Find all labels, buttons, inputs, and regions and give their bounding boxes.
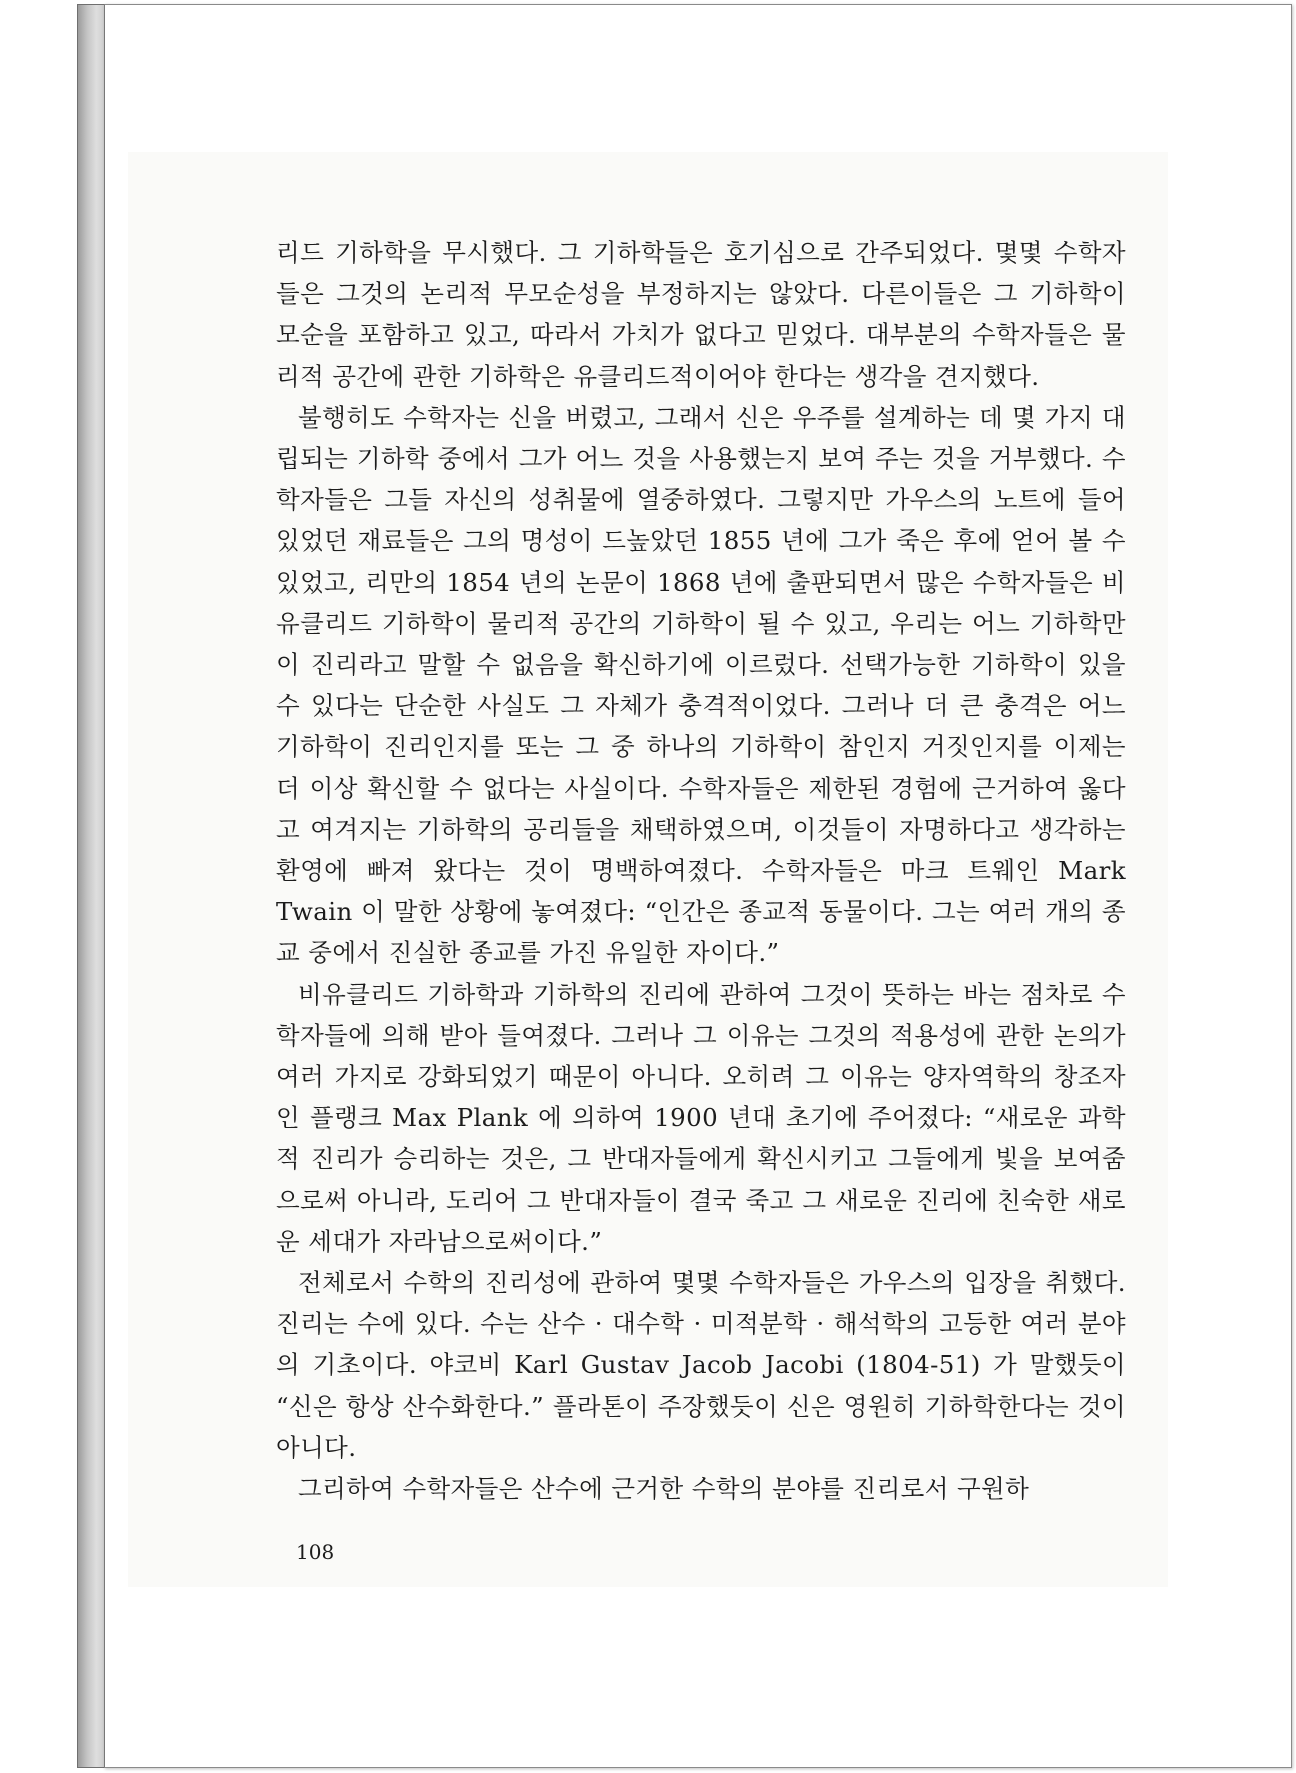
book-spine bbox=[77, 4, 105, 1768]
paragraph-3: 비유클리드 기하학과 기하학의 진리에 관하여 그것이 뜻하는 바는 점차로 수학자들에 의해 받아 들여졌다. 그러나 그 이유는 그것의 적용성에 관한 논의가 여러 가지로 강화되었기 때문이 아니다. 오히려 그 이유는 양자역학의 창조자인 플랭크 Max Plank 에 의하여 1900 년대 초기에 주어졌다: “새로운 과학적 진리가 승리하는 것은, 그 반대자들에게 확신시키고 그들에게 빛을 보여줌으로써 아니라, 도리어 그 반대자들이 결국 죽고 그 새로운 진리에 친숙한 새로운 세대가 자라남으로써이다.” bbox=[276, 979, 1126, 1256]
paragraph-2: 불행히도 수학자는 신을 버렸고, 그래서 신은 우주를 설계하는 데 몇 가지 대립되는 기하학 중에서 그가 어느 것을 사용했는지 보여 주는 것을 거부했다. 수학자들은 그들 자신의 성취물에 열중하였다. 그렇지만 가우스의 노트에 들어 있었던 재료들은 그의 명성이 드높았던 1855 년에 그가 죽은 후에 얻어 볼 수 있었고, 리만의 1854 년의 논문이 1868 년에 출판되면서 많은 수학자들은 비유클리드 기하학이 물리적 공간의 기하학이 될 수 있고, 우리는 어느 기하학만이 진리라고 말할 수 없음을 확신하기에 이르렀다. 선택가능한 기하학이 있을 수 있다는 단순한 사실도 그 자체가 충격적이었다. 그러나 더 큰 충격은 어느 기하학이 진리인지를 또는 그 중 하나의 기하학이 참인지 거짓인지를 이제는 더 이상 확신할 수 없다는 사실이다. 수학자들은 제한된 경험에 근거하여 옳다고 여겨지는 기하학의 공리들을 채택하였으며, 이것들이 자명하다고 생각하는 환영에 빠져 왔다는 것이 명백하여졌다. 수학자들은 마크 트웨인 Mark Twain 이 말한 상황에 놓여졌다: “인간은 종교적 동물이다. 그는 여러 개의 종교 중에서 진실한 종교를 가진 유일한 자이다.” bbox=[276, 402, 1126, 968]
paragraph-1: 리드 기하학을 무시했다. 그 기하학들은 호기심으로 간주되었다. 몇몇 수학자들은 그것의 논리적 무모순성을 부정하지는 않았다. 다른이들은 그 기하학이 모순을 포함하고 있고, 따라서 가치가 없다고 믿었다. 대부분의 수학자들은 물리적 공간에 관한 기하학은 유클리드적이어야 한다는 생각을 견지했다. bbox=[276, 238, 1126, 391]
paragraph-4: 전체로서 수학의 진리성에 관하여 몇몇 수학자들은 가우스의 입장을 취했다. 진리는 수에 있다. 수는 산수 · 대수학 · 미적분학 · 해석학의 고등한 여러 분야의 기초이다. 야코비 Karl Gustav Jacob Jacobi (1804-51) 가 말했듯이 “신은 항상 산수화한다.” 플라톤이 주장했듯이 신은 영원히 기하학한다는 것이 아니다. bbox=[276, 1268, 1126, 1462]
page-number: 108 bbox=[296, 1540, 335, 1564]
body-text bbox=[276, 232, 1126, 1509]
paragraph-5: 그리하여 수학자들은 산수에 근거한 수학의 분야를 진리로서 구원하 bbox=[298, 1474, 1030, 1504]
